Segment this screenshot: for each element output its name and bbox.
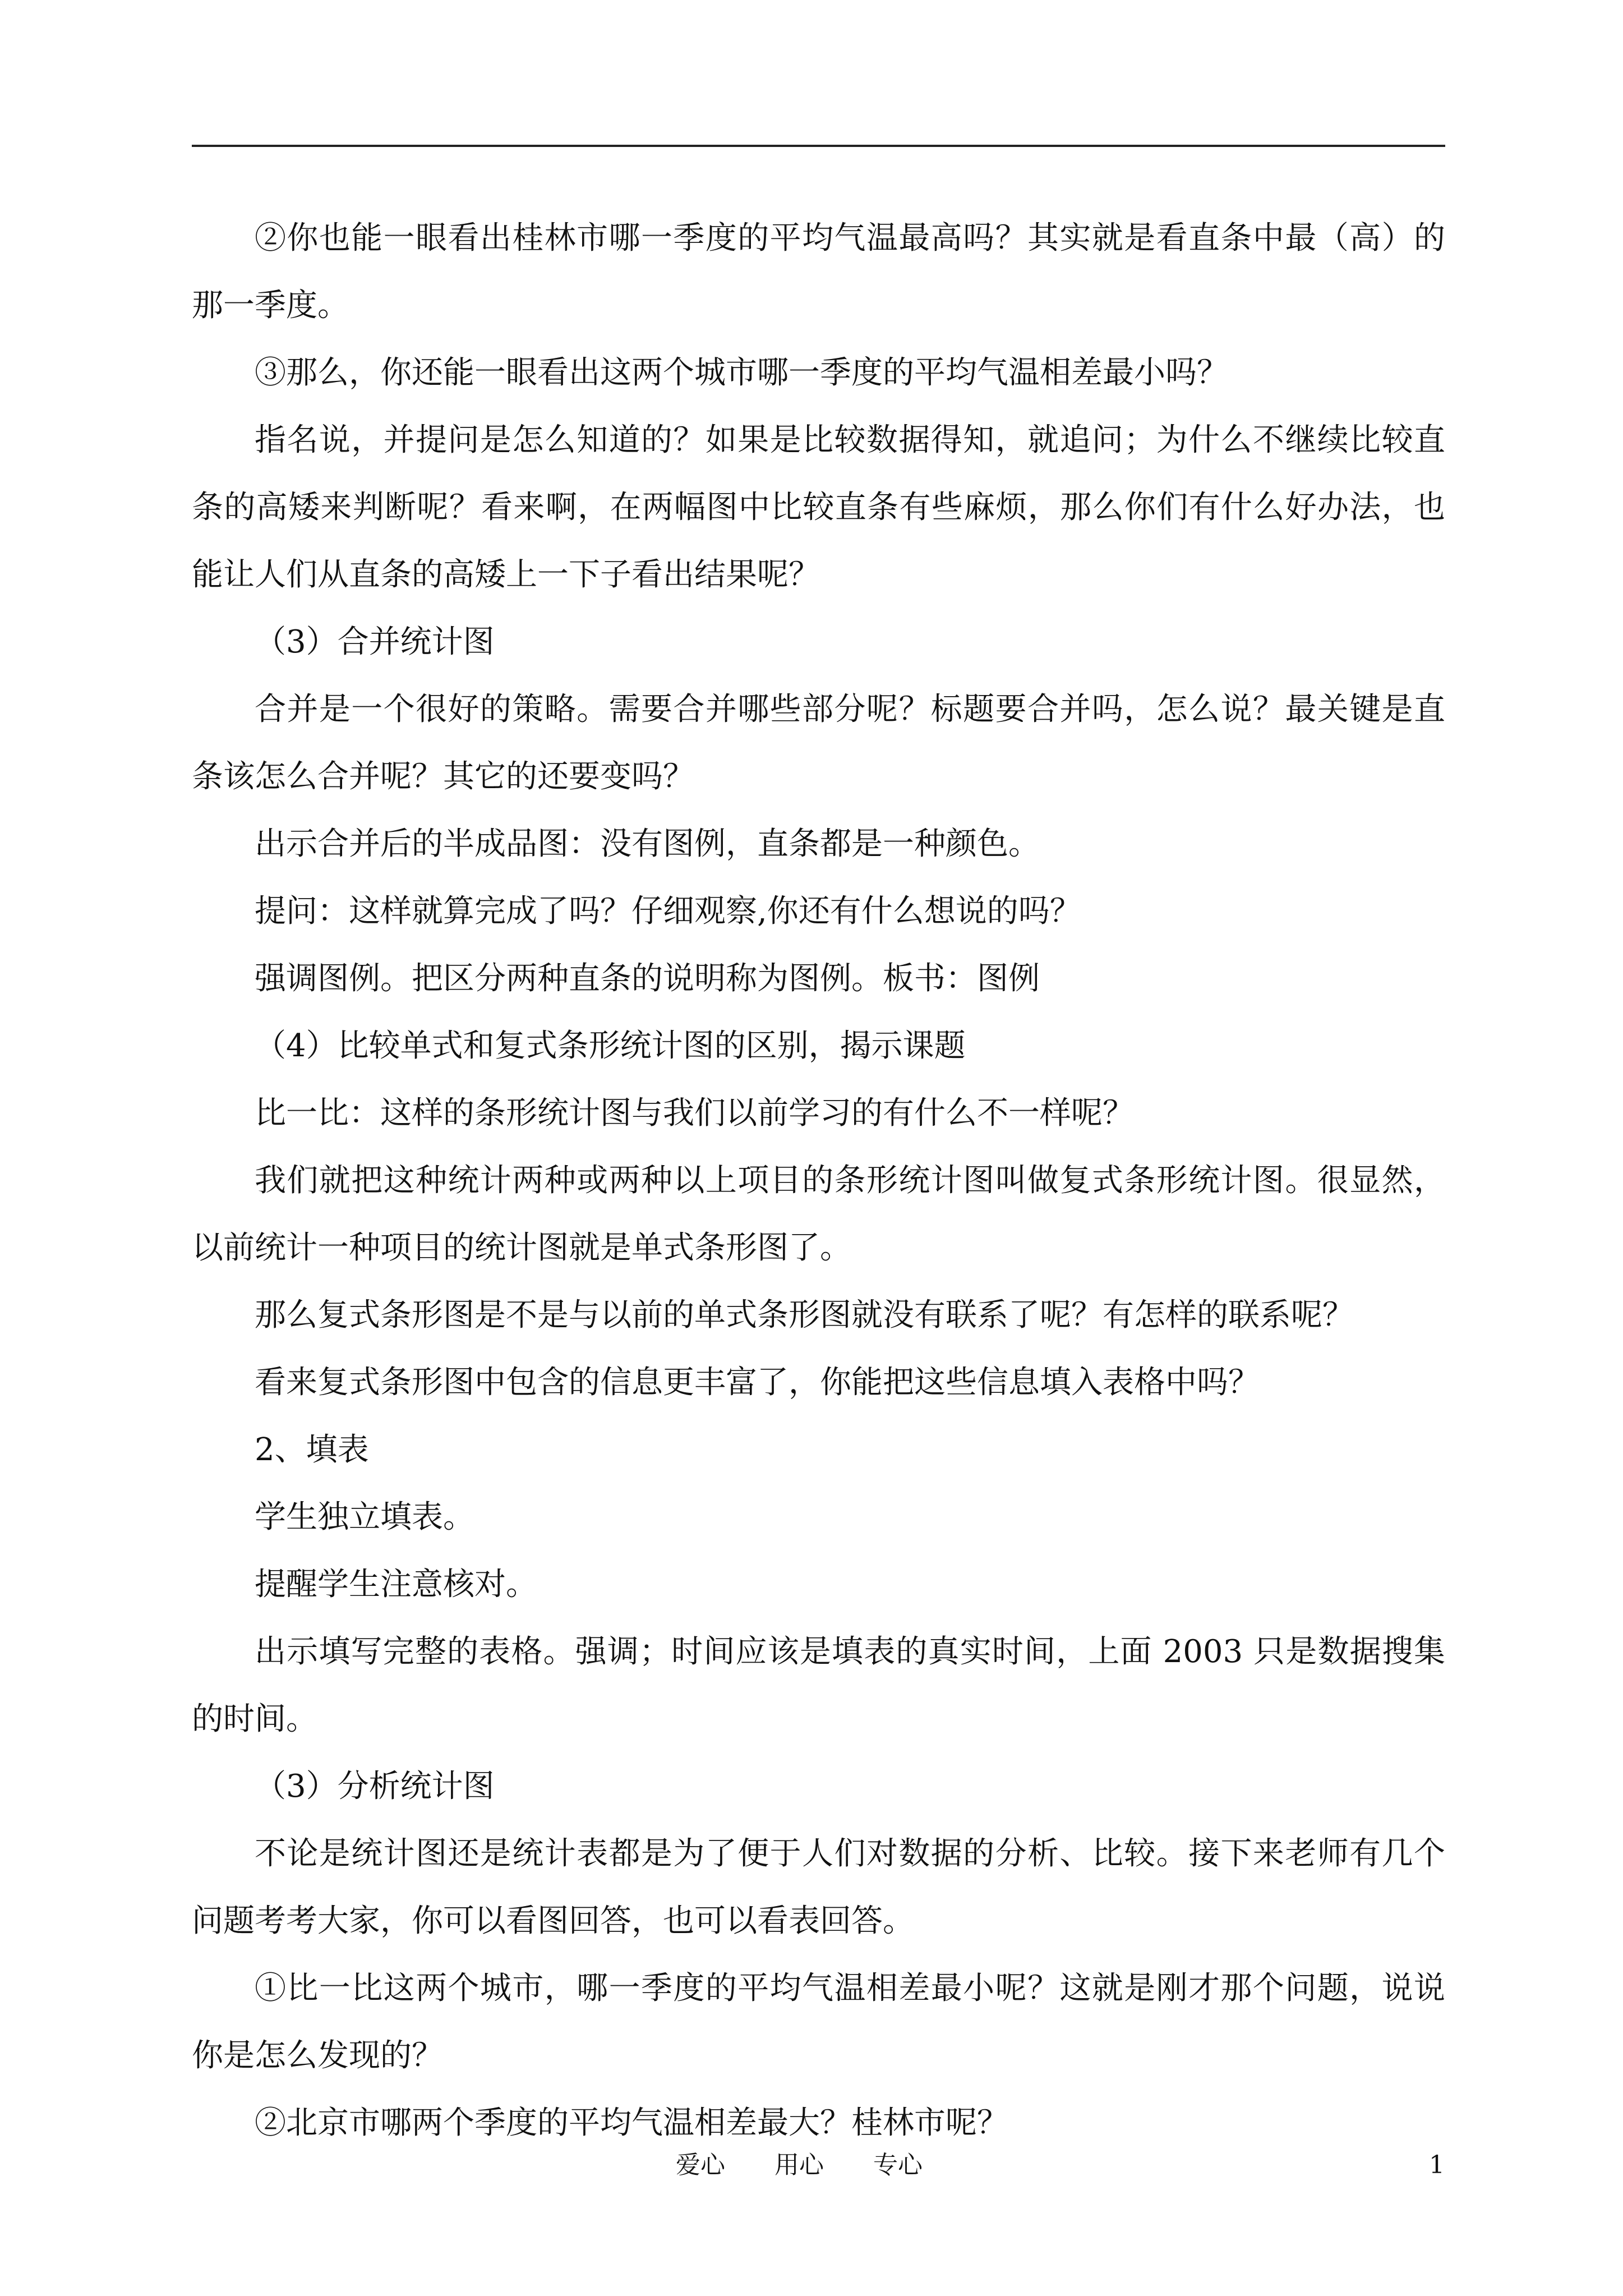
paragraph: 指名说，并提问是怎么知道的？如果是比较数据得知，就追问；为什么不继续比较直条的高矮来判断呢？看来啊，在两幅图中比较直条有些麻烦，那么你们有什么好办法，也能让人们从直条的高矮上一下子看出结果呢？: [192, 422, 1445, 593]
paragraph: 出示合并后的半成品图：没有图例，直条都是一种颜色。: [255, 826, 1040, 862]
paragraph: ②你也能一眼看出桂林市哪一季度的平均气温最高吗？其实就是看直条中最（高）的那一季度。: [192, 220, 1445, 324]
section-heading: 2、填表: [255, 1432, 369, 1468]
paragraph: 不论是统计图还是统计表都是为了便于人们对数据的分析、比较。接下来老师有几个问题考考大家，你可以看图回答，也可以看表回答。: [192, 1835, 1445, 1939]
section-heading: （3）分析统计图: [255, 1768, 495, 1805]
footer-motto-item: 专心: [873, 2151, 923, 2179]
paragraph: ①比一比这两个城市，哪一季度的平均气温相差最小呢？这就是刚才那个问题，说说你是怎么发现的？: [192, 1970, 1445, 2074]
document-body: [192, 205, 1445, 2157]
page-footer: [0, 2143, 1623, 2188]
section-heading: （4）比较单式和复式条形统计图的区别，揭示课题: [255, 1028, 966, 1064]
paragraph: 学生独立填表。: [255, 1499, 474, 1535]
paragraph: ③那么，你还能一眼看出这两个城市哪一季度的平均气温相差最小吗？: [255, 355, 1228, 391]
section-heading: （3）合并统计图: [255, 624, 495, 660]
paragraph: 合并是一个很好的策略。需要合并哪些部分呢？标题要合并吗，怎么说？最关键是直条该怎么合并呢？其它的还要变吗？: [192, 691, 1445, 795]
paragraph: 提醒学生注意核对。: [255, 1566, 537, 1603]
paragraph: 出示填写完整的表格。强调；时间应该是填表的真实时间，上面 2003 只是数据搜集的时间。: [192, 1634, 1445, 1737]
footer-motto: [676, 2143, 923, 2188]
paragraph: ②北京市哪两个季度的平均气温相差最大？桂林市呢？: [255, 2105, 1008, 2141]
footer-motto-item: 用心: [774, 2151, 824, 2179]
page-number: 1: [1429, 2151, 1445, 2179]
header-rule: [192, 145, 1445, 147]
paragraph: 强调图例。把区分两种直条的说明称为图例。板书：图例: [255, 960, 1040, 997]
paragraph: 那么复式条形图是不是与以前的单式条形图就没有联系了呢？有怎样的联系呢？: [255, 1297, 1354, 1333]
footer-motto-item: 爱心: [676, 2151, 725, 2179]
paragraph: 比一比：这样的条形统计图与我们以前学习的有什么不一样呢？: [255, 1095, 1134, 1131]
paragraph: 看来复式条形图中包含的信息更丰富了，你能把这些信息填入表格中吗？: [255, 1364, 1260, 1401]
paragraph: 提问：这样就算完成了吗？仔细观察,你还有什么想说的吗？: [255, 893, 1081, 930]
paragraph: 我们就把这种统计两种或两种以上项目的条形统计图叫做复式条形统计图。很显然，以前统计一种项目的统计图就是单式条形图了。: [192, 1162, 1445, 1266]
